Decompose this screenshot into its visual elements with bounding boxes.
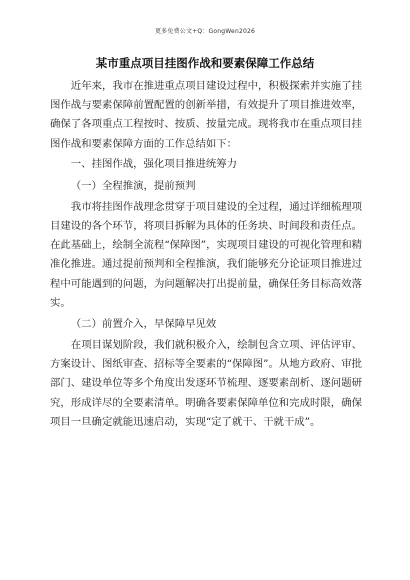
document-title: 某市重点项目挂图作战和要素保障工作总结 <box>95 56 315 70</box>
subsection-heading: （二）前置介入，早保障早见效 <box>70 318 217 331</box>
section-heading: 一、挂图作战，强化项目推进统筹力 <box>70 157 238 170</box>
body-paragraph: 我市将挂图作战理念贯穿于项目建设的全过程，通过详细梳理项目建设的各个环节，将项目拆解为具体的任务块、时间段和责任点。在此基础上，绘制全流程“保障图”，实现项目建设的可视化管理和精准化推进。通过提前预判和全程推演，我们能够充分论证项目推进过程中可能遇到的问题，为问题解决打出提前量，确保任务目标高效落实。 <box>50 200 362 309</box>
header-note: 更多免费公文+Q：GongWen2026 <box>154 28 256 35</box>
document-body <box>50 77 362 432</box>
intro-paragraph: 近年来，我市在推进重点项目建设过程中，积极探索并实施了挂图作战与要素保障前置配置的创新举措，有效提升了项目推进效率，确保了各项重点工程按时、按质、按量完成。现将我市在重点项目挂图作战和要素保障方面的工作总结如下： <box>50 80 362 150</box>
body-paragraph: 在项目谋划阶段，我们就积极介入，绘制包含立项、评估评审、方案设计、图纸审查、招标等全要素的“保障图”。从地方政府、审批部门、建设单位等多个角度出发逐环节梳理、逐要素剖析、逐问题研究，形成详尽的全要素清单。明确各要素保障单位和完成时限，确保项目一旦确定就能迅速启动，实现“定了就干、干就干成”。 <box>50 339 362 428</box>
subsection-heading: （一）全程推演，提前预判 <box>70 179 196 192</box>
